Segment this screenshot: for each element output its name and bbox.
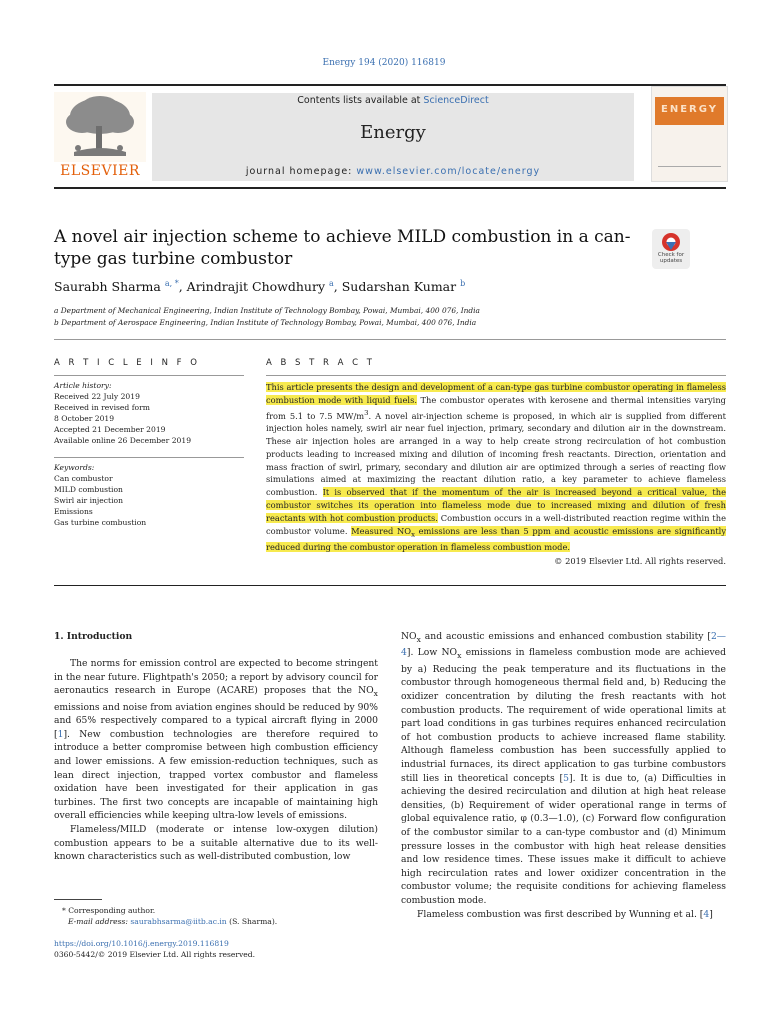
keyword: Gas turbine combustion: [54, 518, 147, 527]
author-affiliation-link[interactable]: a: [329, 279, 334, 288]
footnote: [54, 905, 394, 927]
body-column-right: [401, 630, 726, 921]
abstract-highlight: It is observed that if the momentum of the air is increased beyond a critical value, the combustor switches its operation into flameless mode due to increased mixing and dilution of fresh reactants with hot combustion products.: [266, 487, 727, 523]
abstract-highlight: This article presents the design and development of a can-type gas turbine combustor operating in flameless combustion mode with liquid fuels.: [266, 382, 726, 405]
issn-line: 0360-5442/© 2019 Elsevier Ltd. All rights reserved.: [54, 950, 256, 959]
text-span: NO: [401, 631, 417, 642]
homepage-prefix: journal homepage:: [245, 166, 357, 177]
abstract-span: The combustor operates with kerosene and thermal intensities varying from 5.1 to 7.5 MW/m: [266, 394, 726, 421]
author-affiliation-link[interactable]: a, *: [164, 279, 179, 288]
abstract-heading: A B S T R A C T: [266, 358, 375, 368]
author-name: Sudarshan Kumar: [341, 279, 457, 295]
doi-block: [54, 938, 394, 960]
text-sub: x: [373, 689, 378, 699]
author-name: Saurabh Sharma: [54, 279, 161, 295]
text-span: emissions in flameless combustion mode are achieved by a) Reducing the peak temperature and its fluctuations in the combustor through homogeneous thermal field and, b) Reducing the oxidizer concentration by diluting the fresh reactants with hot combustion products. The requirement of wide operational limits at part load conditions in gas turbines requires enhanced recirculation of hot combustion products to achieve increased flame stability. Although flameless combustion has been successfully applied to industrial furnaces, its direct application to gas turbine combustors still lies in theoretical concepts [: [401, 647, 726, 784]
email-label: E-mail address:: [68, 917, 131, 926]
history-item: Available online 26 December 2019: [54, 436, 192, 445]
keywords-rule: [54, 457, 244, 458]
abstract-text: [266, 381, 726, 554]
abstract-copyright: © 2019 Elsevier Ltd. All rights reserved.: [554, 556, 726, 566]
keyword: Emissions: [54, 507, 93, 516]
paragraph: Flameless/MILD (moderate or intense low-oxygen dilution) combustion appears to be a suitable alternative due to its well-known characteristics such as well-distributed combustion, low: [54, 823, 378, 863]
history-item: Accepted 21 December 2019: [54, 425, 166, 434]
corresponding-author-note: * Corresponding author.: [62, 906, 156, 915]
doi-link[interactable]: https://doi.org/10.1016/j.energy.2019.116819: [54, 939, 229, 948]
crossmark-label-2: updates: [659, 258, 683, 264]
text-span: ]. It is due to, (a) Difficulties in achieving the desired recirculation and dilution at high heat release densities, (b) Requirement of wider operational range in terms of global equivalence ratio, φ (0.3—1.0), (c) Forward flow configuration of the combustor similar to a can-type combustor and (d) Minimum pressure losses in the combustor with high heat release densities and low residence times. These issues make it difficult to achieve high recirculation rates and lower oxidizer concentration in the combustor volume; the requisite conditions for achieving flameless combustion mode.: [401, 772, 727, 906]
author-name: Arindrajit Chowdhury: [186, 279, 326, 295]
paragraph: [401, 630, 726, 908]
reference-link[interactable]: 2—4: [401, 631, 726, 659]
text-span: The norms for emission control are expected to become stringent in the near future. Flightpath's 2050; a report by advisory council for aeronautics research in Europe (ACARE) proposes that the NO: [54, 658, 378, 697]
text-span: ]. New combustion technologies are therefore required to introduce a better compromise between high combustion efficiency and lower emissions. A few emission-reduction techniques, such as lean direct injection, trapped vortex combustor and flameless oxidation have been investigated for their application in gas turbines. The first two concepts are incapable of maintaining high overall efficiencies while keeping ultra-low levels of emissions.: [54, 728, 378, 822]
keyword: Can combustor: [54, 474, 113, 483]
header-bottom-rule: [54, 187, 726, 189]
contents-line: [152, 95, 634, 106]
affiliation-b: b Department of Aerospace Engineering, Indian Institute of Technology Bombay, Powai, Mumbai, 400 076, India: [54, 318, 477, 327]
homepage-link[interactable]: www.elsevier.com/locate/energy: [356, 166, 541, 177]
paragraph: [401, 908, 726, 922]
keywords-block: [54, 462, 244, 528]
abstract-sub: x: [411, 530, 415, 539]
article-title: A novel air injection scheme to achieve MILD combustion in a can-type gas turbine combustor: [54, 227, 631, 269]
journal-cover-image[interactable]: [651, 86, 728, 182]
text-sub: x: [457, 651, 462, 661]
paragraph: [54, 657, 378, 823]
author-list: [54, 279, 694, 294]
keywords-label: Keywords:: [54, 463, 95, 472]
cover-title: ENERGY: [661, 104, 718, 115]
publisher-name: ELSEVIER: [60, 163, 140, 179]
abstract-span: Combustion occurs in a well-distributed reaction regime within the combustor volume.: [266, 512, 726, 536]
contents-prefix: Contents lists available at: [297, 95, 424, 106]
footnote-rule: [54, 899, 102, 900]
section-heading-introduction: 1. Introduction: [54, 631, 133, 642]
body-column-left: [54, 657, 378, 864]
email-line: [54, 916, 394, 927]
journal-homepage-line: [152, 166, 634, 177]
history-item: Received 22 July 2019: [54, 392, 140, 401]
keyword: Swirl air injection: [54, 496, 123, 505]
author-affiliation-link[interactable]: b: [460, 279, 466, 288]
cover-footer: [658, 166, 721, 177]
history-label: Article history:: [54, 381, 112, 390]
text-span: ]: [709, 908, 713, 920]
history-item: Received in revised form: [54, 403, 150, 412]
email-link[interactable]: saurabhsarma@iitb.ac.in: [130, 917, 227, 926]
affiliation-a: a Department of Mechanical Engineering, Indian Institute of Technology Bombay, Powai, Mumbai, 400 076, India: [54, 306, 480, 315]
keyword: MILD combustion: [54, 485, 123, 494]
sciencedirect-link[interactable]: ScienceDirect: [423, 95, 489, 106]
abstract-sup: 3: [364, 408, 369, 417]
journal-name: Energy: [360, 122, 426, 143]
article-info-heading: A R T I C L E I N F O: [54, 358, 200, 368]
article-info-rule: [54, 375, 244, 376]
history-item: 8 October 2019: [54, 414, 115, 423]
abstract-bottom-rule: [54, 585, 726, 586]
text-span: and acoustic emissions and enhanced combustion stability [: [420, 631, 711, 642]
abstract-span: emissions are less than 5 ppm and acoustic emissions are significantly reduced during the combustor operation in flameless combustion mode.: [266, 525, 727, 552]
abstract-span: . A novel air-injection scheme is proposed, in which air is supplied from different injection holes namely, swirl air near fuel injection, primary, secondary and dilution air in the downstream. These air injection holes are arranged in a way to help create strong recirculation of hot combustion products leading to increased mixing and dilution of incoming fresh reactants. Direction, orientation and mass fraction of swirl, primary, secondary and dilution air are optimized through a series of reacting flow simulations aimed at maximizing the reactant dilution ratio, a key parameter to achieve flameless combustion.: [266, 410, 726, 498]
abstract-span: Measured NO: [351, 525, 412, 536]
crossmark-label[interactable]: [646, 252, 696, 264]
text-span: ]. Low NO: [406, 647, 458, 659]
text-span: emissions and noise from aviation engines should be reduced by 90% and 65% respectively compared to a typical aircraft flying in 2000 [: [54, 701, 378, 740]
text-span: Flameless combustion was first described by Wunning et al. [: [417, 908, 704, 920]
abstract-rule: [266, 375, 726, 376]
crossmark-label-1: Check for: [657, 252, 685, 258]
text-sub: x: [416, 634, 421, 644]
affiliation-rule: [54, 339, 726, 340]
reference-link[interactable]: 1: [57, 728, 64, 740]
email-suffix: (S. Sharma).: [226, 917, 278, 926]
article-history: [54, 380, 244, 446]
reference-link[interactable]: 5: [563, 772, 569, 784]
author-separator: ,: [178, 279, 187, 295]
journal-citation[interactable]: Energy 194 (2020) 116819: [322, 58, 446, 68]
reference-link[interactable]: 4: [703, 908, 710, 920]
author-separator: ,: [333, 279, 342, 295]
